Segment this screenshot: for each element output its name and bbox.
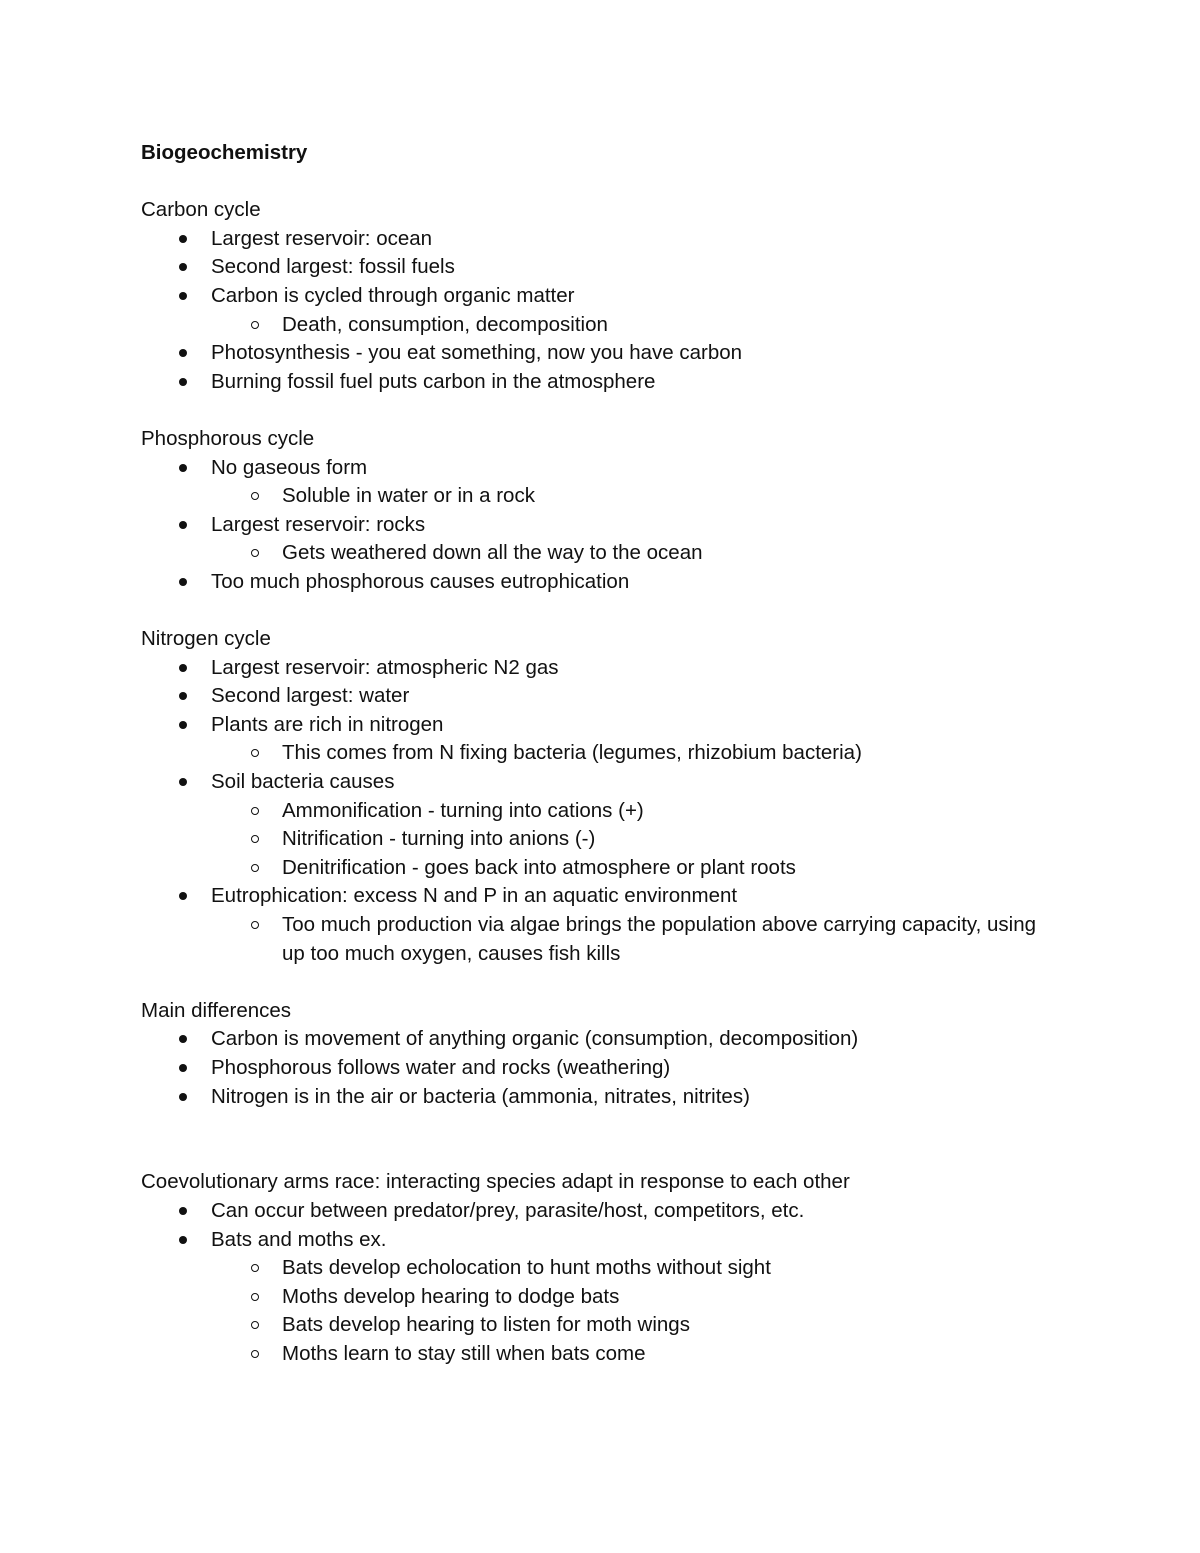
list-item: Nitrogen is in the air or bacteria (ammonia, nitrates, nitrites) — [141, 1083, 1061, 1112]
nitrogen-cycle-heading: Nitrogen cycle — [141, 627, 271, 651]
bullet-icon — [179, 892, 187, 900]
hollow-bullet-icon — [251, 1350, 259, 1358]
list-item: Second largest: water — [141, 682, 1061, 711]
list-item: Photosynthesis - you eat something, now you have carbon — [141, 339, 1061, 368]
bullet-icon — [179, 692, 187, 700]
bullet-icon — [179, 578, 187, 586]
spacer — [141, 396, 1061, 425]
document-title: Biogeochemistry — [141, 141, 308, 164]
list-item: No gaseous form — [141, 454, 1061, 483]
coevolution-heading: Coevolutionary arms race: interacting species adapt in response to each other — [141, 1170, 850, 1194]
carbon-cycle-heading: Carbon cycle — [141, 198, 261, 222]
bullet-icon — [179, 263, 187, 271]
list-item: Carbon is cycled through organic matter — [141, 282, 1061, 311]
sub-list-item: Ammonification - turning into cations (+) — [141, 797, 1061, 826]
sub-list-item: This comes from N fixing bacteria (legumes, rhizobium bacteria) — [141, 739, 1061, 768]
hollow-bullet-icon — [251, 492, 259, 500]
sub-list-item: Bats develop echolocation to hunt moths without sight — [141, 1254, 1061, 1283]
hollow-bullet-icon — [251, 1321, 259, 1329]
list-item: Phosphorous follows water and rocks (weathering) — [141, 1054, 1061, 1083]
bullet-icon — [179, 292, 187, 300]
spacer — [141, 168, 1061, 197]
document-body — [141, 139, 1061, 1369]
spacer — [141, 1111, 1061, 1168]
phosphorous-cycle-heading: Phosphorous cycle — [141, 426, 315, 450]
hollow-bullet-icon — [251, 1293, 259, 1301]
bullet-icon — [179, 464, 187, 472]
sub-list-item: Too much production via algae brings the population above carrying capacity, using up too much oxygen, causes fish kills — [141, 911, 1062, 968]
bullet-icon — [179, 349, 187, 357]
list-item: Carbon is movement of anything organic (consumption, decomposition) — [141, 1025, 1061, 1054]
sub-list-item: Nitrification - turning into anions (-) — [141, 825, 1061, 854]
hollow-bullet-icon — [251, 1264, 259, 1272]
list-item: Largest reservoir: atmospheric N2 gas — [141, 654, 1061, 683]
bullet-icon — [179, 1035, 187, 1043]
list-item: Burning fossil fuel puts carbon in the atmosphere — [141, 368, 1061, 397]
hollow-bullet-icon — [251, 835, 259, 843]
bullet-icon — [179, 664, 187, 672]
list-item: Too much phosphorous causes eutrophication — [141, 568, 1061, 597]
list-item: Can occur between predator/prey, parasite/host, competitors, etc. — [141, 1197, 1061, 1226]
bullet-icon — [179, 1064, 187, 1072]
sub-list-item: Denitrification - goes back into atmosphere or plant roots — [141, 854, 1061, 883]
spacer — [141, 968, 1061, 997]
sub-list-item: Soluble in water or in a rock — [141, 482, 1061, 511]
sub-list-item: Moths develop hearing to dodge bats — [141, 1283, 1061, 1312]
hollow-bullet-icon — [251, 749, 259, 757]
hollow-bullet-icon — [251, 921, 259, 929]
sub-list-item: Moths learn to stay still when bats come — [141, 1340, 1061, 1369]
list-item: Eutrophication: excess N and P in an aquatic environment — [141, 882, 1061, 911]
hollow-bullet-icon — [251, 864, 259, 872]
bullet-icon — [179, 1236, 187, 1244]
spacer — [141, 597, 1061, 626]
sub-list-item: Death, consumption, decomposition — [141, 311, 1061, 340]
bullet-icon — [179, 721, 187, 729]
list-item: Soil bacteria causes — [141, 768, 1061, 797]
sub-list-item: Gets weathered down all the way to the ocean — [141, 539, 1061, 568]
list-item: Largest reservoir: rocks — [141, 511, 1061, 540]
list-item: Plants are rich in nitrogen — [141, 711, 1061, 740]
sub-list-item: Bats develop hearing to listen for moth wings — [141, 1311, 1061, 1340]
hollow-bullet-icon — [251, 321, 259, 329]
bullet-icon — [179, 1093, 187, 1101]
bullet-icon — [179, 378, 187, 386]
list-item: Second largest: fossil fuels — [141, 253, 1061, 282]
bullet-icon — [179, 521, 187, 529]
bullet-icon — [179, 778, 187, 786]
list-item: Largest reservoir: ocean — [141, 225, 1061, 254]
hollow-bullet-icon — [251, 807, 259, 815]
hollow-bullet-icon — [251, 549, 259, 557]
main-differences-heading: Main differences — [141, 998, 292, 1022]
list-item: Bats and moths ex. — [141, 1226, 1061, 1255]
bullet-icon — [179, 1207, 187, 1215]
bullet-icon — [179, 235, 187, 243]
